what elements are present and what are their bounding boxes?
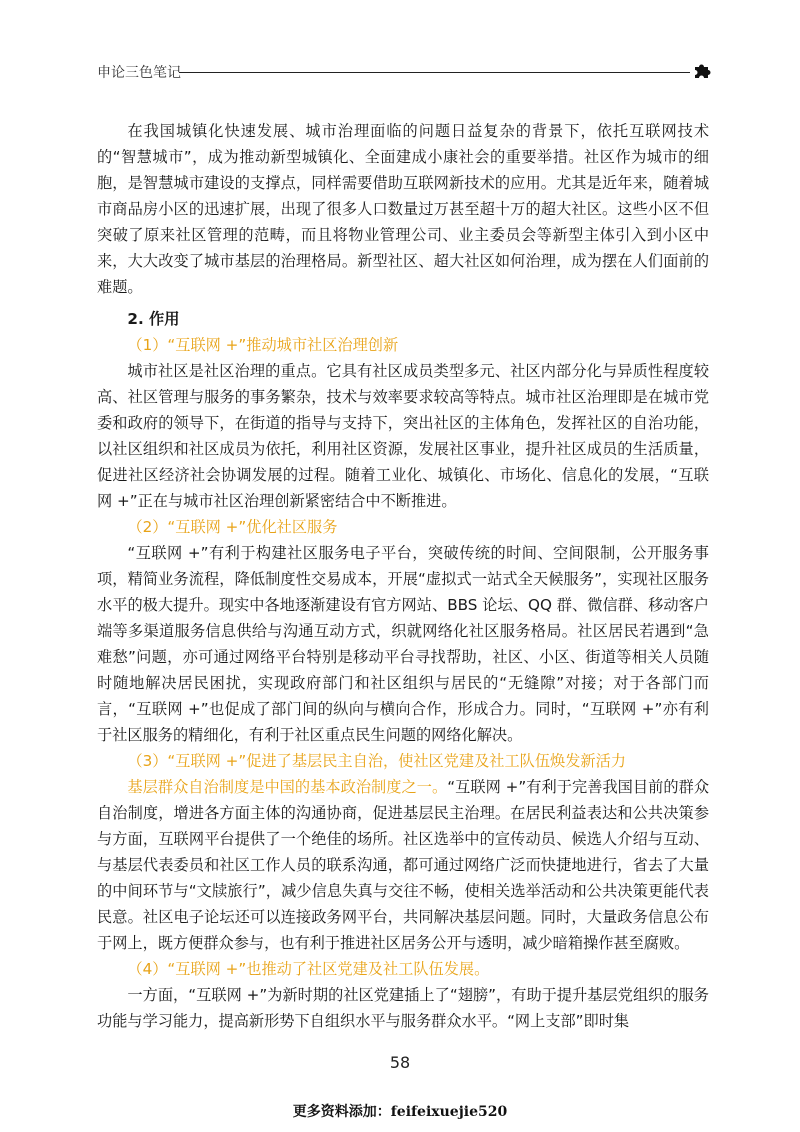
body-paragraph-3 xyxy=(97,774,709,956)
header-title: 申论三色笔记 xyxy=(97,65,181,81)
body-paragraph-3-text: “互联网 +”有利于完善我国目前的群众自治制度，增进各方面主体的沟通协商，促进基层民主治理。在居民利益表达和公共决策参与方面，互联网平台提供了一个绝佳的场所。社区选举中的宣传动员、候选人介绍与互动、与基层代表委员和社区工作人员的联系沟通，都可通过网络广泛而快捷地进行，省去了大量的中间环节与“文牍旅行”，减少信息失真与交往不畅，使相关选举活动和公共决策更能代表民意。社区电子论坛还可以连接政务网平台，共同解决基层问题。同时，大量政务信息公布于网上，既方便群众参与，也有利于推进社区居务公开与透明，减少暗箱操作甚至腐败。 xyxy=(97,778,710,952)
body-paragraph-1: 城市社区是社区治理的重点。它具有社区成员类型多元、社区内部分化与异质性程度较高、社区管理与服务的事务繁杂，技术与效率要求较高等特点。城市社区治理即是在城市党委和政府的领导下，在街道的指导与支持下，突出社区的主体角色，发挥社区的自治功能，以社区组织和社区成员为依托，利用社区资源，发展社区事业，提升社区成员的生活质量，促进社区经济社会协调发展的过程。随着工业化、城镇化、市场化、信息化的发展，“互联网 +”正在与城市社区治理创新紧密结合中不断推进。 xyxy=(97,362,709,510)
body-paragraph-2: “互联网 +”有利于构建社区服务电子平台，突破传统的时间、空间限制，公开服务事项，精简业务流程，降低制度性交易成本，开展“虚拟式一站式全天候服务”，实现社区服务水平的极大提升。现实中各地逐渐建设有官方网站、BBS 论坛、QQ 群、微信群、移动客户端等多渠道服务信息供给与沟通互动方式，织就网络化社区服务格局。社区居民若遇到“急难愁”问题，亦可通过网络平台特别是移动平台寻找帮助，社区、小区、街道等相关人员随时随地解决居民困扰，实现政府部门和社区组织与居民的“无缝隙”对接；对于各部门而言，“互联网 +”也促成了部门间的纵向与横向合作，形成合力。同时，“互联网 +”亦有利于社区服务的精细化，有利于社区重点民生问题的网络化解决。 xyxy=(97,544,709,744)
subheading-2: （2）“互联网 +”优化社区服务 xyxy=(127,518,338,536)
subheading-1: （1）“互联网 +”推动城市社区治理创新 xyxy=(127,336,399,354)
header-rule xyxy=(179,72,690,73)
puzzle-icon xyxy=(692,61,712,81)
page-header xyxy=(97,60,712,82)
subheading-3: （3）“互联网 +”促进了基层民主自治，使社区党建及社工队伍焕发新活力 xyxy=(127,752,626,770)
page-number: 58 xyxy=(389,1053,411,1072)
footer-note: 更多资料添加：feifeixuejie520 xyxy=(292,1104,508,1120)
body-paragraph-4: 一方面，“互联网 +”为新时期的社区党建插上了“翅膀”，有助于提升基层党组织的服务功能与学习能力，提高新形势下自组织水平与服务群众水平。“网上支部”即时集 xyxy=(97,986,709,1030)
body-paragraph: 在我国城镇化快速发展、城市治理面临的问题日益复杂的背景下，依托互联网技术的“智慧城市”，成为推动新型城镇化、全面建成小康社会的重要举措。社区作为城市的细胞，是智慧城市建设的支撑点，同样需要借助互联网新技术的应用。尤其是近年来，随着城市商品房小区的迅速扩展，出现了很多人口数量过万甚至超十万的超大社区。这些小区不但突破了原来社区管理的范畴，而且将物业管理公司、业主委员会等新型主体引入到小区中来，大大改变了城市基层的治理格局。新型社区、超大社区如何治理，成为摆在人们面前的难题。 xyxy=(97,122,709,296)
section-heading: 2. 作用 xyxy=(127,310,180,328)
document-body xyxy=(97,118,709,1034)
highlighted-lead: 基层群众自治制度是中国的基本政治制度之一。 xyxy=(127,778,448,796)
subheading-4: （4）“互联网 +”也推动了社区党建及社工队伍发展。 xyxy=(127,960,490,978)
